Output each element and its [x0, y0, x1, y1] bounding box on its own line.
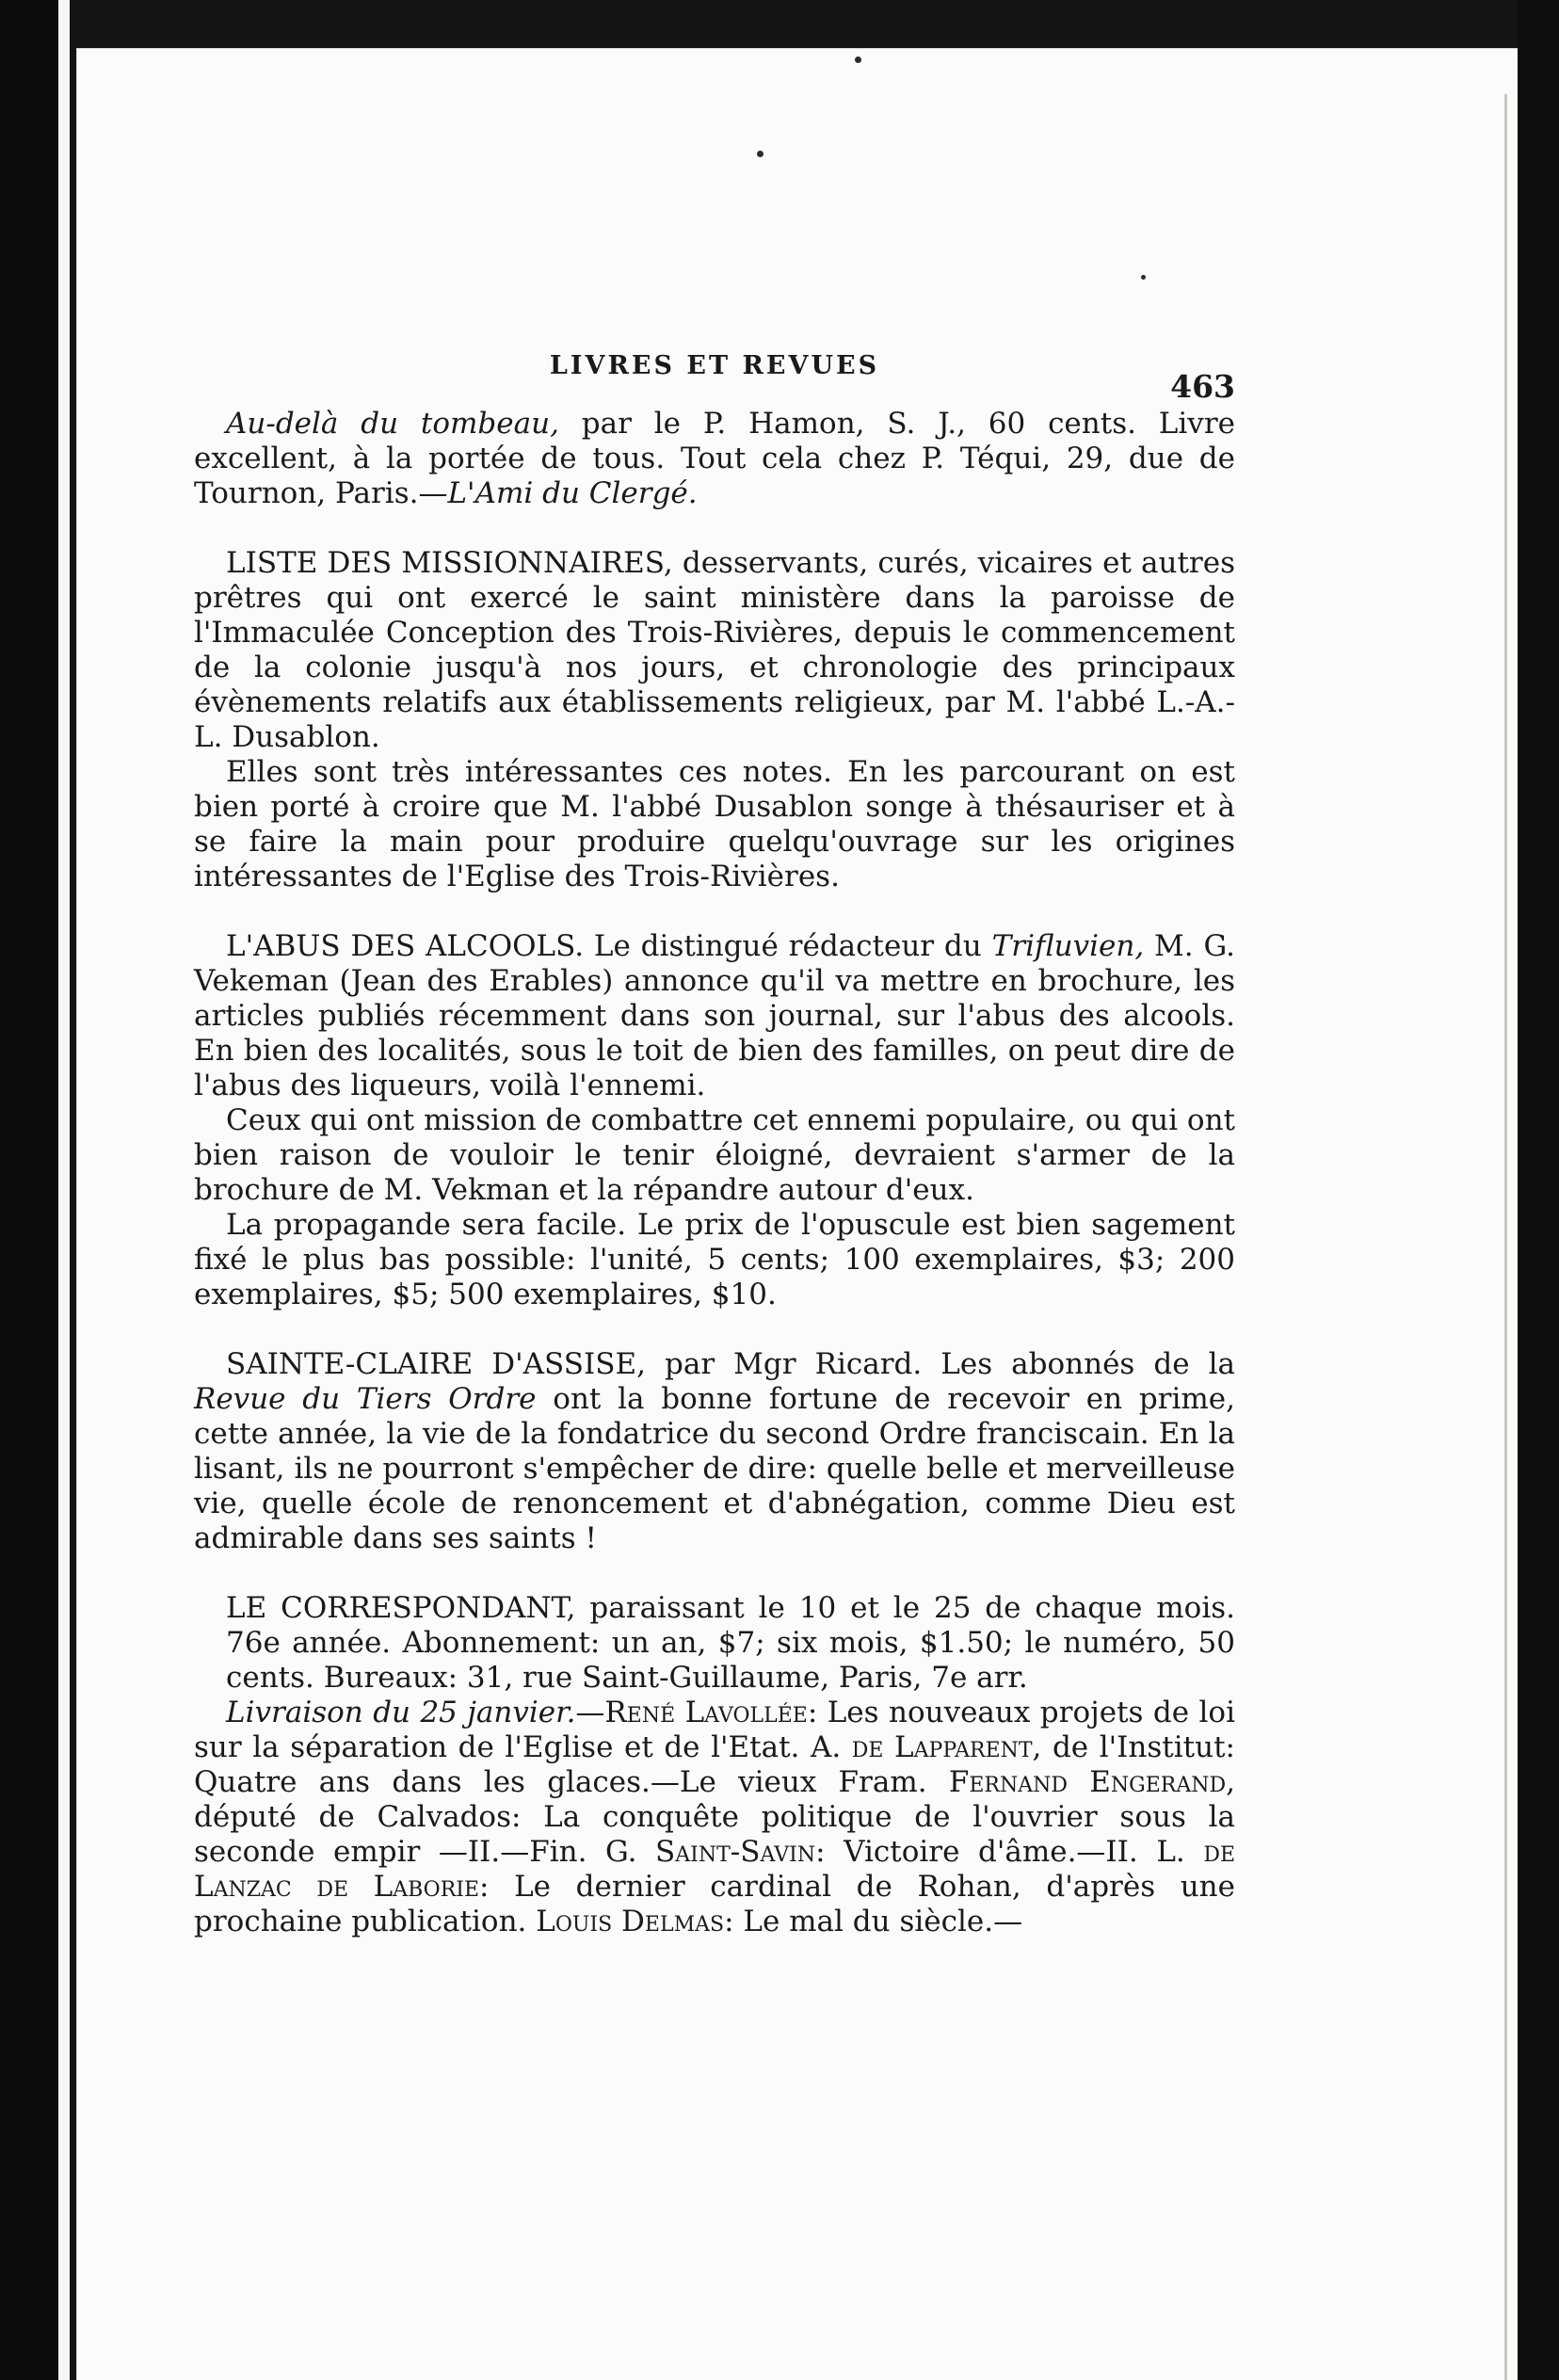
entry-liste-missionnaires [194, 546, 1235, 894]
article-text: : Le mal du siècle.— [724, 1905, 1023, 1938]
article-text: , de l'Institut: Quatre ans dans les glaces.—Le vieux Fram. [194, 1730, 1235, 1799]
page-content [194, 348, 1235, 1974]
article-author: L. de Lanzac de Laborie [194, 1835, 1236, 1904]
source-title: L'Ami du Clergé. [447, 476, 698, 510]
paragraph [194, 407, 1235, 511]
scan-left-margin [0, 0, 58, 2380]
entry-au-dela [194, 407, 1235, 511]
paragraph: LE CORRESPONDANT, paraissant le 10 et le 25 de chaque mois. 76e année. Abonnement: un an, $7; six mois, $1.50; le numéro, 50 cents. Bureaux: 31, rue Saint-Guillaume, Paris, 7e arr. [226, 1591, 1235, 1695]
paragraph: Ceux qui ont mission de combattre cet ennemi populaire, ou qui ont bien raison de vouloir le tenir éloigné, devraient s'armer de la brochure de M. Vekman et la répandre autour d'eux. [194, 1103, 1235, 1207]
entry-abus-alcools [194, 929, 1235, 1312]
scan-speck [757, 151, 763, 157]
article-text: , député de Calvados: La conquête politique de l'ouvrier sous la seconde empir —II.—Fin. [194, 1765, 1235, 1869]
paragraph-text: M. G. Vekeman (Jean des Erables) annonce qu'il va mettre en brochure, les articles publiés récemment dans son journal, sur l'abus des alcools. En bien des localités, sous le toit de bien des familles, on peut dire de l'abus des liqueurs, voilà l'ennemi. [194, 929, 1235, 1102]
paragraph: LISTE DES MISSIONNAIRES, desservants, curés, vicaires et autres prêtres qui ont exercé le saint ministère dans la paroisse de l'Immaculée Conception des Trois-Rivières, depuis le commencement de la colonie jusqu'à nos jours, et chronologie des principaux évènements relatifs aux établissements religieux, par M. l'abbé L.-A.-L. Dusablon. [194, 546, 1235, 754]
entry-sainte-claire [194, 1347, 1235, 1556]
article-text: : Le dernier cardinal de Rohan, d'après une prochaine publication. [194, 1870, 1235, 1938]
journal-title: Revue du Tiers Ordre [194, 1382, 537, 1416]
paragraph [194, 1347, 1235, 1556]
page-edge-line [1504, 94, 1507, 2380]
book-title: Au-delà du tombeau, [226, 407, 559, 441]
facing-page-edge [58, 0, 70, 2380]
article-author: Fernand Engerand [948, 1765, 1227, 1799]
scan-right-margin [1518, 0, 1559, 2380]
paragraph [194, 929, 1235, 1103]
paragraph-text: L'ABUS DES ALCOOLS. Le distingué rédacteur du [226, 929, 992, 963]
running-title: LIVRES ET REVUES [549, 351, 880, 380]
scan-speck [855, 56, 861, 63]
article-author: G. Saint-Savin [604, 1835, 816, 1869]
article-author: Louis Delmas [536, 1905, 725, 1938]
paragraph-text: ont la bonne fortune de recevoir en prime, cette année, la vie de la fondatrice du second Ordre franciscain. En la lisant, ils ne pourront s'empêcher de dire: quelle belle et merveilleuse vie, quelle école de renoncement et d'abnégation, comme Dieu est admirable dans ses saints ! [194, 1382, 1235, 1555]
paragraph-text: SAINTE-CLAIRE D'ASSISE, par Mgr Ricard. Les abonnés de la [226, 1347, 1235, 1381]
article-text: : Les nouveaux projets de loi sur la séparation de l'Eglise et de l'Etat. [194, 1696, 1235, 1764]
issue-label: Livraison du 25 janvier. [226, 1696, 576, 1729]
dash: — [575, 1696, 605, 1729]
paragraph: Elles sont très intéressantes ces notes. En les parcourant on est bien porté à croire que M. l'abbé Dusablon songe à thésauriser et à se faire la main pour produire quelqu'ouvrage sur les origines intéressantes de l'Eglise des Trois-Rivières. [194, 755, 1235, 893]
scan-speck [1141, 275, 1146, 280]
entry-le-correspondant [194, 1591, 1235, 1939]
page-number: 463 [1170, 368, 1235, 405]
article-author: A. de Lapparent [810, 1730, 1033, 1764]
running-head [194, 348, 1235, 407]
article-text: : Victoire d'âme.—II. [815, 1835, 1157, 1869]
issue-contents [194, 1696, 1235, 1939]
journal-title: Trifluvien, [991, 929, 1145, 963]
paragraph: La propagande sera facile. Le prix de l'opuscule est bien sagement fixé le plus bas possible: l'unité, 5 cents; 100 exemplaires, $3; 200 exemplaires, $5; 500 exemplaires, $10. [194, 1208, 1235, 1311]
paragraph-text: par le P. Hamon, S. J., 60 cents. Livre excellent, à la portée de tous. Tout cela chez P. Téqui, 29, due de Tournon, Paris.— [194, 407, 1235, 510]
article-author: René Lavollée [604, 1696, 808, 1729]
